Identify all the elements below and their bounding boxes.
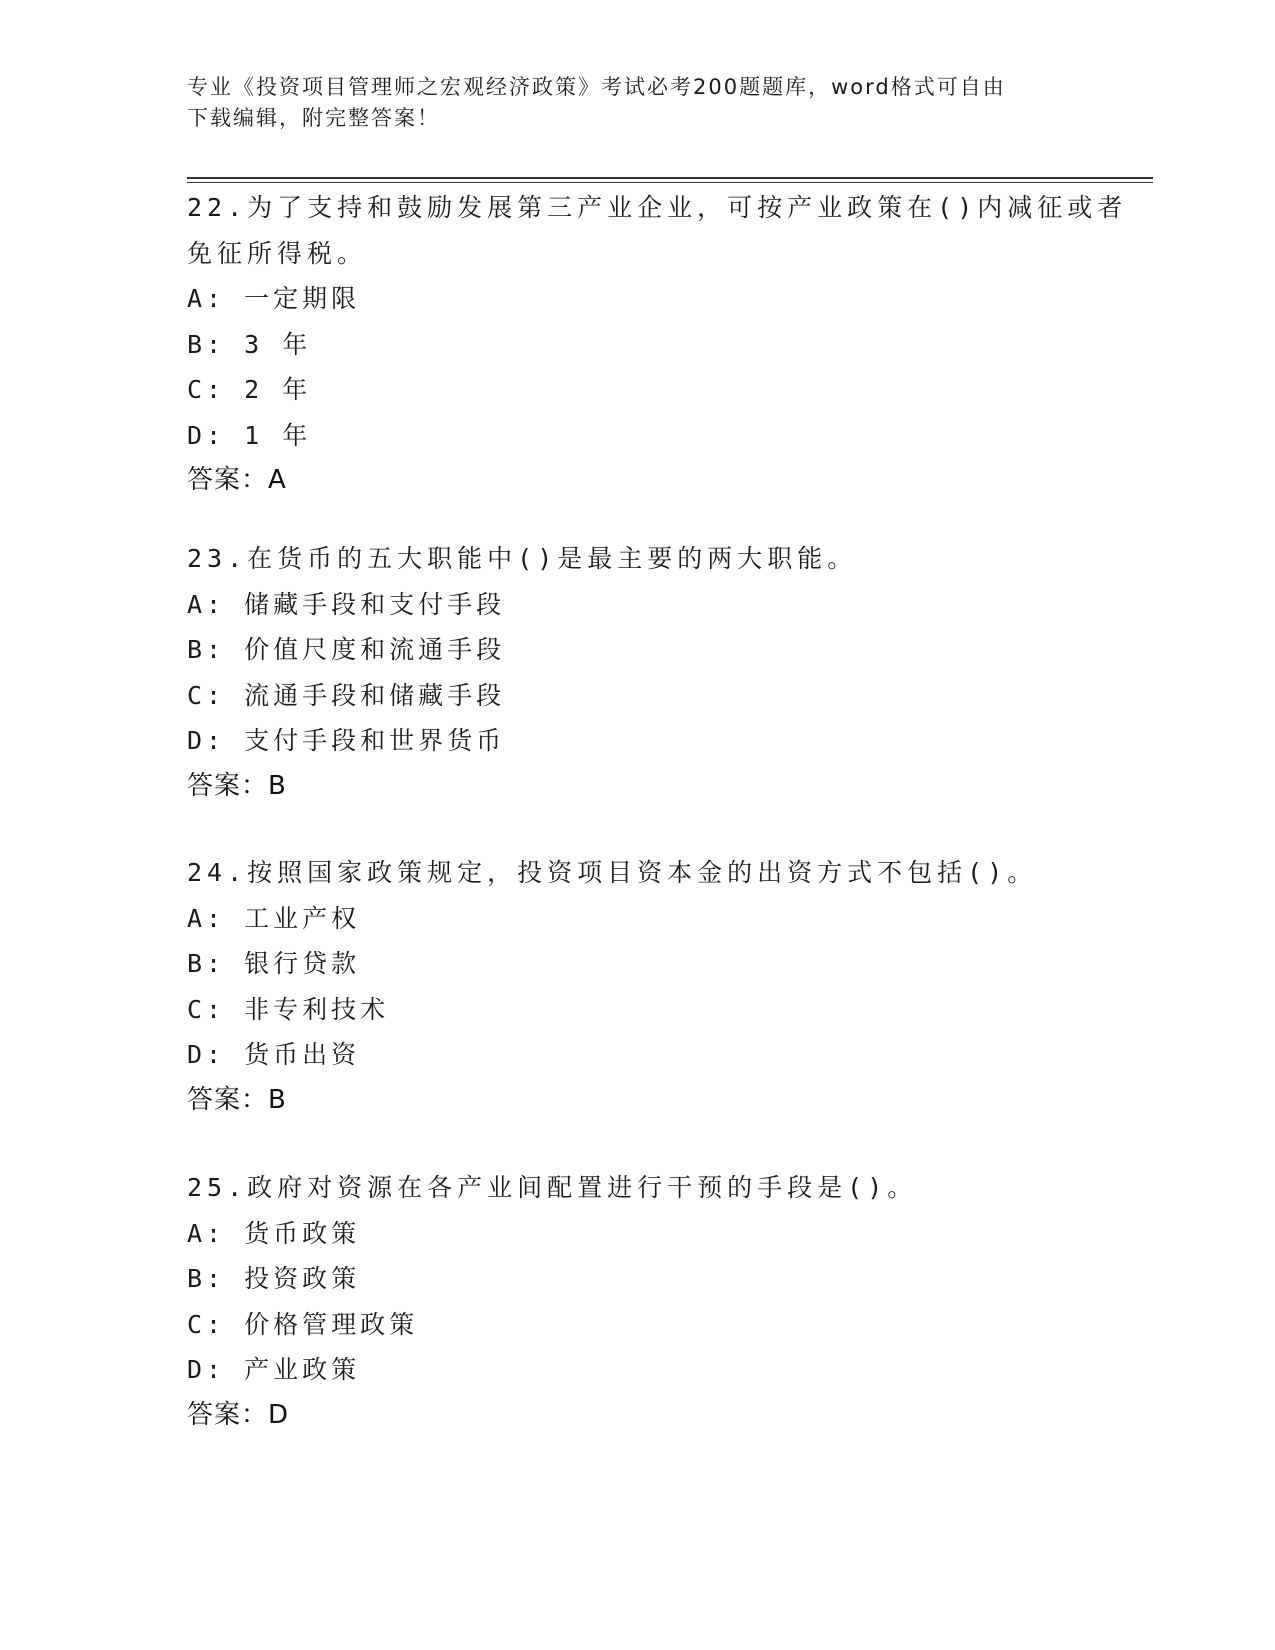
question-24 bbox=[187, 850, 1087, 1123]
answer: 答案：B bbox=[187, 1084, 287, 1115]
option-a: A: 货币政策 bbox=[187, 1218, 361, 1248]
option-c: C: 2 年 bbox=[187, 375, 312, 404]
header-line-1: 专业《投资项目管理师之宏观经济政策》考试必考200题题库，word格式可自由 bbox=[187, 75, 1006, 99]
option-d: D: 货币出资 bbox=[187, 1040, 361, 1069]
stem-line: 25.政府对资源在各产业间配置进行干预的手段是()。 bbox=[187, 1173, 918, 1202]
option-b: B: 投资政策 bbox=[187, 1264, 361, 1293]
option-b: B: 3 年 bbox=[187, 329, 312, 359]
question-23 bbox=[187, 536, 1087, 809]
stem-line: 23.在货币的五大职能中()是最主要的两大职能。 bbox=[187, 544, 858, 573]
option-c: C: 非专利技术 bbox=[187, 994, 390, 1024]
question-stem bbox=[187, 185, 1128, 276]
question-stem bbox=[187, 536, 1087, 582]
option-c: C: 流通手段和储藏手段 bbox=[187, 680, 506, 710]
question-stem bbox=[187, 850, 1087, 896]
option-a: A: 工业产权 bbox=[187, 903, 361, 933]
header-rule-bottom bbox=[187, 182, 1153, 183]
document-header bbox=[187, 72, 1067, 134]
header-line-2: 下载编辑，附完整答案！ bbox=[187, 106, 440, 130]
question-22 bbox=[187, 185, 1128, 504]
option-d: D: 支付手段和世界货币 bbox=[187, 726, 506, 755]
stem-line: 免征所得税。 bbox=[187, 238, 368, 268]
option-d: D: 1 年 bbox=[187, 420, 312, 450]
option-a: A: 一定期限 bbox=[187, 284, 361, 313]
question-25 bbox=[187, 1165, 1087, 1438]
answer: 答案：A bbox=[187, 465, 287, 495]
option-d: D: 产业政策 bbox=[187, 1355, 361, 1384]
option-c: C: 价格管理政策 bbox=[187, 1309, 419, 1339]
stem-line: 22.为了支持和鼓励发展第三产业企业，可按产业政策在()内减征或者 bbox=[187, 193, 1128, 222]
option-b: B: 银行贷款 bbox=[187, 949, 361, 978]
question-stem bbox=[187, 1165, 1087, 1211]
answer: 答案：D bbox=[187, 1399, 290, 1430]
option-b: B: 价值尺度和流通手段 bbox=[187, 635, 506, 664]
answer: 答案：B bbox=[187, 770, 287, 801]
stem-line: 24.按照国家政策规定，投资项目资本金的出资方式不包括()。 bbox=[187, 858, 1038, 887]
header-rule-top bbox=[187, 177, 1153, 179]
option-a: A: 储藏手段和支付手段 bbox=[187, 589, 506, 619]
